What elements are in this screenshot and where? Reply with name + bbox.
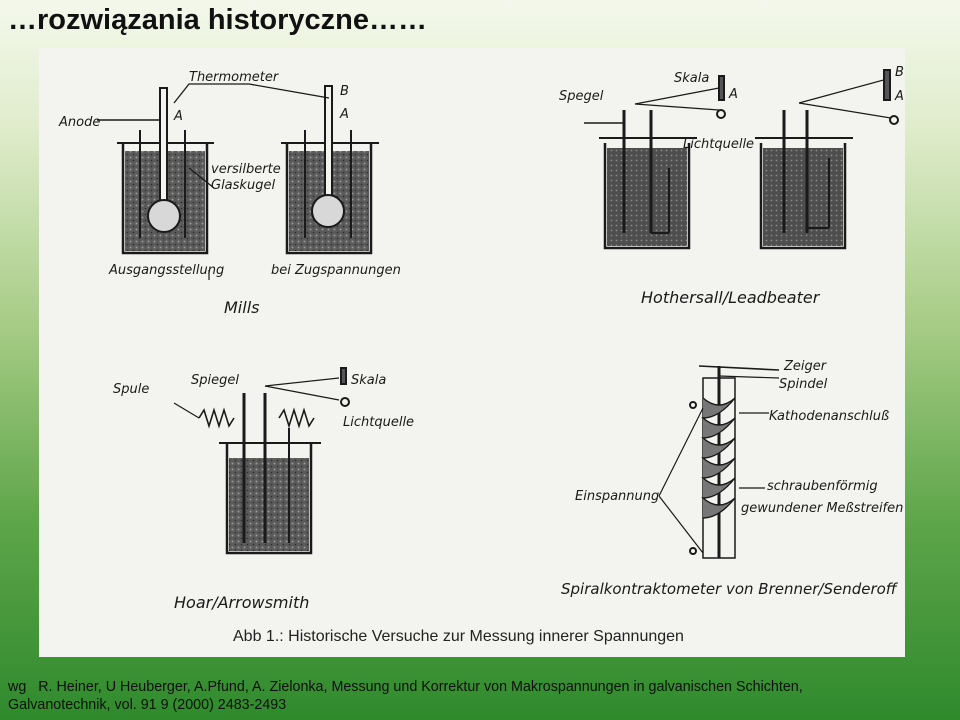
mills-anode-label: Anode [59,115,101,130]
brenner-apparatus [659,366,779,558]
figure-historical-experiments [39,48,905,657]
brenner-zeiger-label: Zeiger [784,359,827,374]
brenner-streifen-label-2: gewundener Meßstreifen [741,501,904,516]
mills-name: Mills [224,298,260,317]
mills-glaskugel-label-1: versilberte [211,162,281,177]
brenner-kathode-label: Kathodenanschluß [769,409,890,424]
citation-line-2: Galvanotechnik, vol. 91 9 (2000) 2483-2493 [8,697,287,713]
brenner-streifen-label-1: schraubenförmig [767,479,878,494]
hoar-name: Hoar/Arrowsmith [174,593,310,612]
mills-a-label-right: A [340,107,349,122]
hothersall-a-label-right: A [895,89,904,104]
hoar-apparatus [174,368,349,553]
brenner-spindel-label: Spindel [779,377,828,392]
hoar-spiegel-label: Spiegel [191,373,239,388]
citation [8,678,958,714]
mills-b-label: B [340,84,349,99]
hothersall-b-label: B [895,65,904,80]
citation-line-1: wg R. Heiner, U Heuberger, A.Pfund, A. Zielonka, Messung und Korrektur von Makrospannungen in galvanischen Schichten, [8,679,803,695]
brenner-name: Spiralkontraktometer von Brenner/Senderoff [561,580,897,598]
mills-state-left: Ausgangsstellung [109,263,225,278]
mills-glaskugel-label-2: Glaskugel [211,178,276,193]
mills-thermometer-label: Thermometer [189,70,279,85]
hoar-spule-label: Spule [113,382,150,397]
slide-title: …rozwiązania historyczne…… [8,4,427,36]
mills-a-label-left: A [174,109,183,124]
hoar-lichtquelle-label: Lichtquelle [343,415,415,430]
hothersall-a-label-left: A [729,87,738,102]
figure-caption: Abb 1.: Historische Versuche zur Messung innerer Spannungen [233,628,684,645]
mills-state-right: bei Zugspannungen [271,263,401,278]
hothersall-skala-label: Skala [674,71,710,86]
hoar-skala-label: Skala [351,373,387,388]
hothersall-name: Hothersall/Leadbeater [641,288,820,307]
hothersall-spiegel-label: Spegel [559,89,604,104]
hothersall-apparatus [584,70,898,248]
brenner-einspannung-label: Einspannung [575,489,660,504]
hothersall-lichtquelle-label: Lichtquelle [683,137,755,152]
